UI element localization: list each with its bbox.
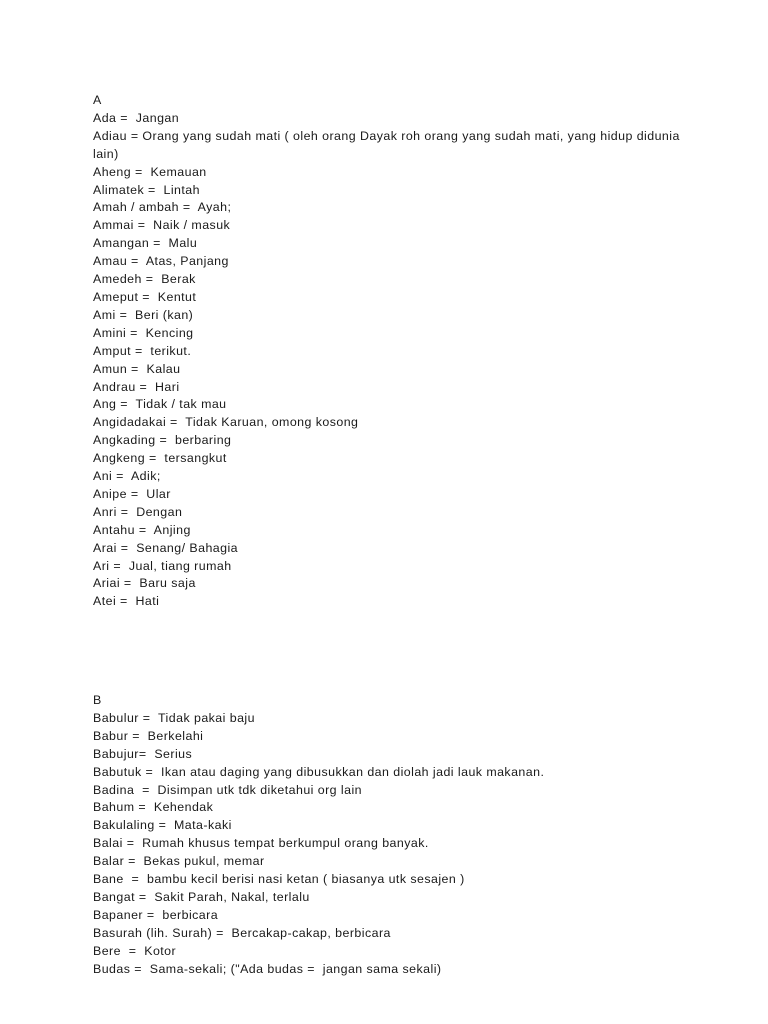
entry-line: Ameput = Kentut [93,289,197,304]
entry-line: Arai = Senang/ Bahagia [93,540,239,555]
entry-line: Alimatek = Lintah [93,182,200,197]
entry-line: Amah / ambah = Ayah; [93,200,232,215]
entry-line: Andrau = Hari [93,379,180,394]
entry-line: Ariai = Baru saja [93,576,196,591]
entry-line: Bere = Kotor [93,943,177,958]
entry-line: Amun = Kalau [93,361,181,376]
entry-line: Anipe = Ular [93,486,171,501]
section-letter-a: A [93,93,102,107]
entry-line: Angkeng = tersangkut [93,451,227,466]
section-a [93,92,693,611]
entry-line: Amangan = Malu [93,236,198,251]
entry-line: Babur = Berkelahi [93,728,204,743]
entry-line: Angidadakai = Tidak Karuan, omong kosong [93,415,359,430]
entry-line: Babujur= Serius [93,746,193,761]
entry-line: Amini = Kencing [93,325,194,340]
section-b [93,692,693,979]
entry-line: Anri = Dengan [93,504,183,519]
entry-line: Bangat = Sakit Parah, Nakal, terlalu [93,889,310,904]
entry-line: Ami = Beri (kan) [93,307,194,322]
entry-line: Angkading = berbaring [93,433,232,448]
entry-line: Antahu = Anjing [93,522,191,537]
entry-line: Ada = Jangan [93,110,180,125]
entry-line: Babutuk = Ikan atau daging yang dibusukkan dan diolah jadi lauk makanan. [93,764,545,779]
entry-line: Babulur = Tidak pakai baju [93,710,255,725]
entry-line: Basurah (lih. Surah) = Bercakap-cakap, berbicara [93,925,391,940]
entry-line: Bahum = Kehendak [93,800,214,815]
entry-line: Atei = Hati [93,594,160,609]
entry-line: Balar = Bekas pukul, memar [93,854,265,869]
entry-line: Ang = Tidak / tak mau [93,397,227,412]
entry-line: Balai = Rumah khusus tempat berkumpul orang banyak. [93,836,429,851]
entry-line: Adiau = Orang yang sudah mati ( oleh orang Dayak roh orang yang sudah mati, yang hidup didunia lain) [93,128,680,161]
entry-line: Badina = Disimpan utk tdk diketahui org lain [93,782,362,797]
entry-line: Bapaner = berbicara [93,907,219,922]
entry-line: Ani = Adik; [93,469,161,484]
entry-line: Amedeh = Berak [93,272,196,287]
entry-line: Bane = bambu kecil berisi nasi ketan ( biasanya utk sesajen ) [93,872,465,887]
entry-line: Ammai = Naik / masuk [93,218,231,233]
entry-line: Aheng = Kemauan [93,164,207,179]
section-letter-b: B [93,693,102,707]
entry-line: Budas = Sama-sekali; ("Ada budas = jangan sama sekali) [93,961,442,976]
entry-line: Bakulaling = Mata-kaki [93,818,232,833]
entry-line: Ari = Jual, tiang rumah [93,558,232,573]
entry-line: Amau = Atas, Panjang [93,254,229,269]
entry-line: Amput = terikut. [93,343,192,358]
